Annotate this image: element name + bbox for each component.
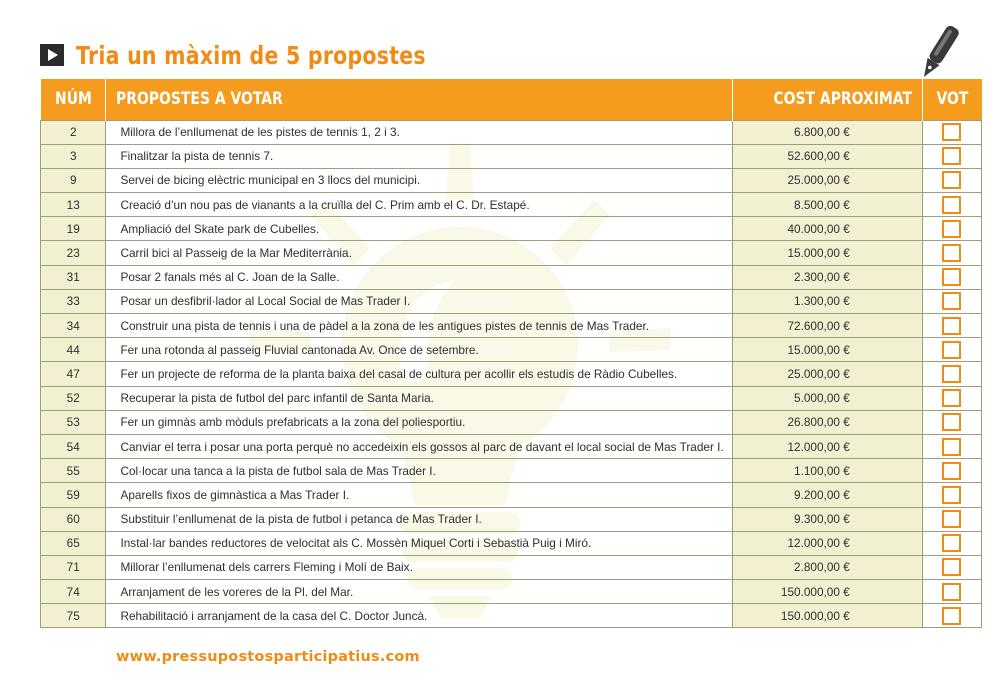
table-row [41,483,982,507]
table-row [41,144,982,168]
vote-checkbox[interactable] [942,196,961,214]
table-row [41,580,982,604]
row-num: 54 [41,434,106,458]
row-proposal: Recuperar la pista de futbol del parc infantil de Santa Maria. [106,386,732,410]
website-link[interactable]: www.pressupostosparticipatius.com [116,649,420,665]
vote-checkbox[interactable] [942,147,961,165]
row-num: 65 [41,531,106,555]
row-vote-cell [922,386,981,410]
vote-checkbox[interactable] [942,486,961,504]
table-row [41,459,982,483]
row-cost: 9.200,00 € [732,483,922,507]
row-cost: 25.000,00 € [732,168,922,192]
row-proposal: Finalitzar la pista de tennis 7. [106,144,732,168]
row-vote-cell [922,265,981,289]
table-header [41,79,982,120]
vote-checkbox[interactable] [942,244,961,262]
row-vote-cell [922,410,981,434]
row-proposal: Posar un desfibril·lador al Local Social de Mas Trader I. [106,289,732,313]
row-vote-cell [922,459,981,483]
row-cost: 150.000,00 € [732,580,922,604]
row-vote-cell [922,289,981,313]
row-num: 33 [41,289,106,313]
row-num: 52 [41,386,106,410]
row-vote-cell [922,483,981,507]
row-cost: 1.100,00 € [732,459,922,483]
vote-checkbox[interactable] [942,171,961,189]
proposals-table [40,79,982,628]
table-row [41,362,982,386]
row-cost: 52.600,00 € [732,144,922,168]
row-vote-cell [922,507,981,531]
row-cost: 1.300,00 € [732,289,922,313]
row-num: 34 [41,314,106,338]
table-row [41,338,982,362]
vote-checkbox[interactable] [942,438,961,456]
vote-checkbox[interactable] [942,123,961,141]
row-cost: 12.000,00 € [732,531,922,555]
row-proposal: Instal·lar bandes reductores de velocitat als C. Mossèn Miquel Corti i Sebastià Puig i Miró. [106,531,732,555]
row-proposal: Millora de l’enllumenat de les pistes de tennis 1, 2 i 3. [106,120,732,144]
row-proposal: Creació d’un nou pas de vianants a la cruïlla del C. Prim amb el C. Dr. Estapé. [106,193,732,217]
row-proposal: Fer un gimnàs amb mòduls prefabricats a la zona del poliesportiu. [106,410,732,434]
row-cost: 6.800,00 € [732,120,922,144]
row-proposal: Rehabilitació i arranjament de la casa del C. Doctor Juncà. [106,604,732,628]
vote-checkbox[interactable] [942,292,961,310]
row-vote-cell [922,314,981,338]
row-vote-cell [922,434,981,458]
row-cost: 8.500,00 € [732,193,922,217]
vote-checkbox[interactable] [942,389,961,407]
row-proposal: Col·locar una tanca a la pista de futbol sala de Mas Trader I. [106,459,732,483]
header-proposals: PROPOSTES A VOTAR [106,79,732,120]
row-num: 47 [41,362,106,386]
row-proposal: Construir una pista de tennis i una de pàdel a la zona de les antigues pistes de tennis de Mas Trader. [106,314,732,338]
row-vote-cell [922,362,981,386]
page-title: Tria un màxim de 5 propostes [76,40,426,70]
row-num: 71 [41,555,106,579]
table-row [41,555,982,579]
vote-checkbox[interactable] [942,413,961,431]
row-num: 3 [41,144,106,168]
table-row [41,386,982,410]
row-num: 60 [41,507,106,531]
table-row [41,531,982,555]
header-vote: VOT [922,79,981,120]
vote-checkbox[interactable] [942,607,961,625]
row-num: 19 [41,217,106,241]
vote-checkbox[interactable] [942,341,961,359]
row-cost: 26.800,00 € [732,410,922,434]
row-vote-cell [922,604,981,628]
row-num: 23 [41,241,106,265]
play-icon [40,44,64,66]
row-cost: 15.000,00 € [732,241,922,265]
vote-checkbox[interactable] [942,558,961,576]
row-proposal: Fer una rotonda al passeig Fluvial cantonada Av. Once de setembre. [106,338,732,362]
row-proposal: Carril bici al Passeig de la Mar Mediterrània. [106,241,732,265]
vote-checkbox[interactable] [942,534,961,552]
table-row [41,289,982,313]
row-proposal: Posar 2 fanals més al C. Joan de la Salle. [106,265,732,289]
row-proposal: Substituir l’enllumenat de la pista de futbol i petanca de Mas Trader I. [106,507,732,531]
row-proposal: Servei de bicing elèctric municipal en 3 llocs del municipi. [106,168,732,192]
table-row [41,507,982,531]
row-num: 2 [41,120,106,144]
row-num: 74 [41,580,106,604]
row-proposal: Canviar el terra i posar una porta perquè no accedeixin els gossos al parc de davant el local social de Mas Trader I. [106,434,732,458]
header-num: NÚM [41,79,106,120]
table-row [41,193,982,217]
row-vote-cell [922,338,981,362]
row-cost: 25.000,00 € [732,362,922,386]
row-num: 55 [41,459,106,483]
vote-checkbox[interactable] [942,510,961,528]
row-vote-cell [922,241,981,265]
row-num: 53 [41,410,106,434]
row-num: 59 [41,483,106,507]
vote-checkbox[interactable] [942,583,961,601]
row-cost: 40.000,00 € [732,217,922,241]
table-row [41,120,982,144]
row-vote-cell [922,580,981,604]
vote-checkbox[interactable] [942,268,961,286]
row-vote-cell [922,168,981,192]
row-num: 13 [41,193,106,217]
row-cost: 5.000,00 € [732,386,922,410]
row-proposal: Millorar l’enllumenat dels carrers Fleming i Molí de Baix. [106,555,732,579]
row-proposal: Ampliació del Skate park de Cubelles. [106,217,732,241]
vote-checkbox[interactable] [942,365,961,383]
vote-checkbox[interactable] [942,220,961,238]
row-cost: 72.600,00 € [732,314,922,338]
row-cost: 2.300,00 € [732,265,922,289]
row-cost: 9.300,00 € [732,507,922,531]
row-proposal: Fer un projecte de reforma de la planta baixa del casal de cultura per acollir els estudis de Ràdio Cubelles. [106,362,732,386]
table-row [41,314,982,338]
table-row [41,434,982,458]
row-num: 44 [41,338,106,362]
table-row [41,265,982,289]
row-num: 75 [41,604,106,628]
table-row [41,604,982,628]
vote-checkbox[interactable] [942,462,961,480]
row-vote-cell [922,531,981,555]
table-row [41,410,982,434]
table-row [41,241,982,265]
row-vote-cell [922,120,981,144]
table-row [41,217,982,241]
title-row [40,38,503,72]
row-proposal: Arranjament de les voreres de la Pl. del Mar. [106,580,732,604]
row-proposal: Aparells fixos de gimnàstica a Mas Trader I. [106,483,732,507]
row-cost: 150.000,00 € [732,604,922,628]
row-vote-cell [922,144,981,168]
row-cost: 15.000,00 € [732,338,922,362]
row-cost: 12.000,00 € [732,434,922,458]
header-cost: COST APROXIMAT [732,79,922,120]
row-num: 31 [41,265,106,289]
row-vote-cell [922,193,981,217]
row-num: 9 [41,168,106,192]
row-vote-cell [922,555,981,579]
row-cost: 2.800,00 € [732,555,922,579]
table-row [41,168,982,192]
row-vote-cell [922,217,981,241]
vote-checkbox[interactable] [942,317,961,335]
